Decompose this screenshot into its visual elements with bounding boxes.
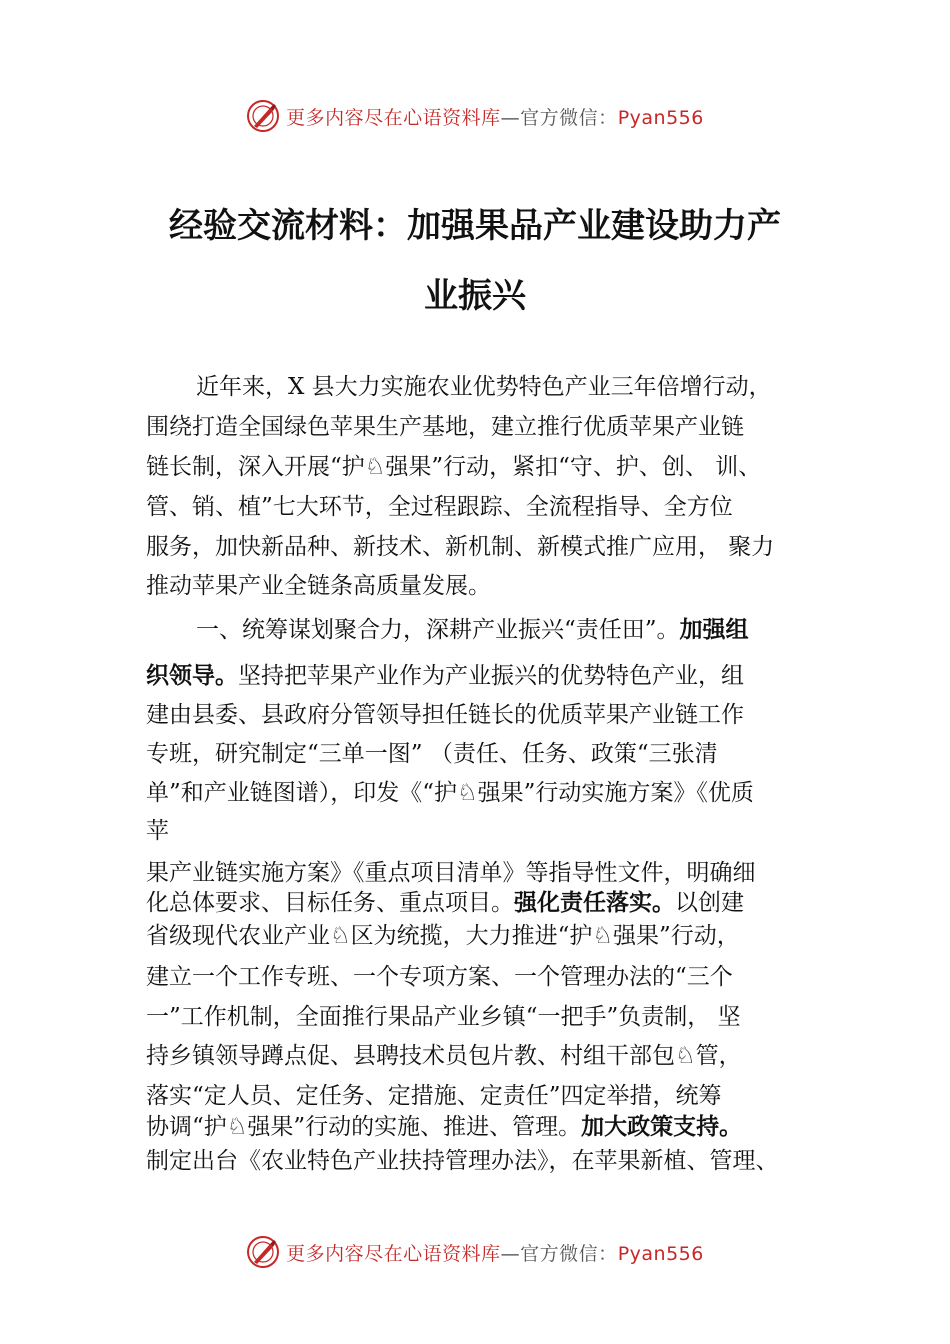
bold-lead-2: 强化责任落实。: [514, 890, 675, 916]
paragraph-2-line-14: [146, 1112, 742, 1142]
paragraph-2-line-4: 专班，研究制定“三单一图” （责任、任务、政策“三张清: [146, 741, 718, 767]
paragraph-2-line-3: 建由县委、县政府分管领导担任链长的优质苹果产业链工作: [146, 702, 744, 728]
paragraph-2-line-5: 单”和产业链图谱），印发《“护♘强果”行动实施方案》《优质: [146, 780, 754, 806]
paragraph-2-line-13: 落实“定人员、定任务、定措施、定责任”四定举措，统筹: [146, 1083, 722, 1109]
paragraph-2-line-2-text: 坚持把苹果产业作为产业振兴的优势特色产业，组: [238, 663, 744, 689]
paragraph-1-line-1: 近年来，X 县大力实施农业优势特色产业三年倍增行动，: [196, 374, 772, 400]
bold-lead-1a: 加强组: [679, 617, 749, 643]
paragraph-1-line-2: 围绕打造全国绿色苹果生产基地，建立推行优质苹果产业链: [146, 414, 744, 440]
footer-wechat-id: Pyan556: [617, 1242, 704, 1265]
header-brand: [286, 103, 704, 130]
paragraph-2-line-10: 建立一个工作专班、一个专项方案、一个管理办法的“三个: [146, 964, 733, 990]
paragraph-1-line-6: 推动苹果产业全链条高质量发展。: [146, 573, 491, 599]
header-brand-name: 更多内容尽在心语资料库: [286, 106, 501, 129]
bold-lead-3: 加大政策支持。: [581, 1114, 743, 1140]
section-1-heading: 一、统筹谋划聚合力，深耕产业振兴“责任田”。: [196, 617, 680, 643]
paragraph-2-line-1: [196, 615, 749, 645]
paragraph-2-line-12: 持乡镇领导蹲点促、县聘技术员包片教、村组干部包♘管，: [146, 1043, 742, 1069]
paragraph-2-line-15: 制定出台《农业特色产业扶持管理办法》，在苹果新植、管理、: [146, 1148, 779, 1174]
paragraph-2-line-11: 一”工作机制，全面推行果品产业乡镇“一把手”负责制， 坚: [146, 1004, 741, 1030]
paragraph-2-line-8: [146, 888, 744, 918]
header-wechat-label: 官方微信：: [520, 106, 618, 129]
paragraph-2-line-8-text: 化总体要求、目标任务、重点项目。: [146, 890, 514, 916]
document-title-line-1: 经验交流材料：加强果品产业建设助力产: [169, 206, 781, 246]
pen-logo-icon: [246, 1235, 280, 1269]
bold-lead-1b: 织领导。: [146, 663, 238, 689]
header-watermark: [0, 96, 950, 136]
footer-brand: [286, 1239, 704, 1266]
paragraph-2-line-14-text: 协调“护♘强果”行动的实施、推进、管理。: [146, 1114, 582, 1140]
document-title-line-2: 业振兴: [424, 276, 526, 316]
footer-brand-name: 更多内容尽在心语资料库: [286, 1242, 501, 1265]
pen-logo-icon: [246, 99, 280, 133]
paragraph-2-line-8-tail: 以创建: [675, 890, 744, 916]
header-wechat-id: Pyan556: [617, 106, 704, 129]
header-dash: —: [500, 106, 521, 129]
paragraph-2-line-9: 省级现代农业产业♘区为统揽，大力推进“护♘强果”行动，: [146, 923, 740, 949]
paragraph-2-line-6: 苹: [146, 818, 169, 844]
footer-wechat-label: 官方微信：: [520, 1242, 618, 1265]
paragraph-1-line-5: 服务，加快新品种、新技术、新机制、新模式推广应用， 聚力: [146, 534, 775, 560]
footer-watermark: [0, 1232, 950, 1272]
paragraph-1-line-4: 管、销、植”七大环节，全过程跟踪、全流程指导、全方位: [146, 494, 733, 520]
paragraph-1-line-3: 链长制，深入开展“护♘强果”行动，紧扣“守、护、创、 训、: [146, 454, 762, 480]
footer-dash: —: [500, 1242, 521, 1265]
paragraph-2-line-2: [146, 661, 744, 691]
paragraph-2-line-7: 果产业链实施方案》《重点项目清单》等指导性文件，明确细: [146, 860, 756, 886]
